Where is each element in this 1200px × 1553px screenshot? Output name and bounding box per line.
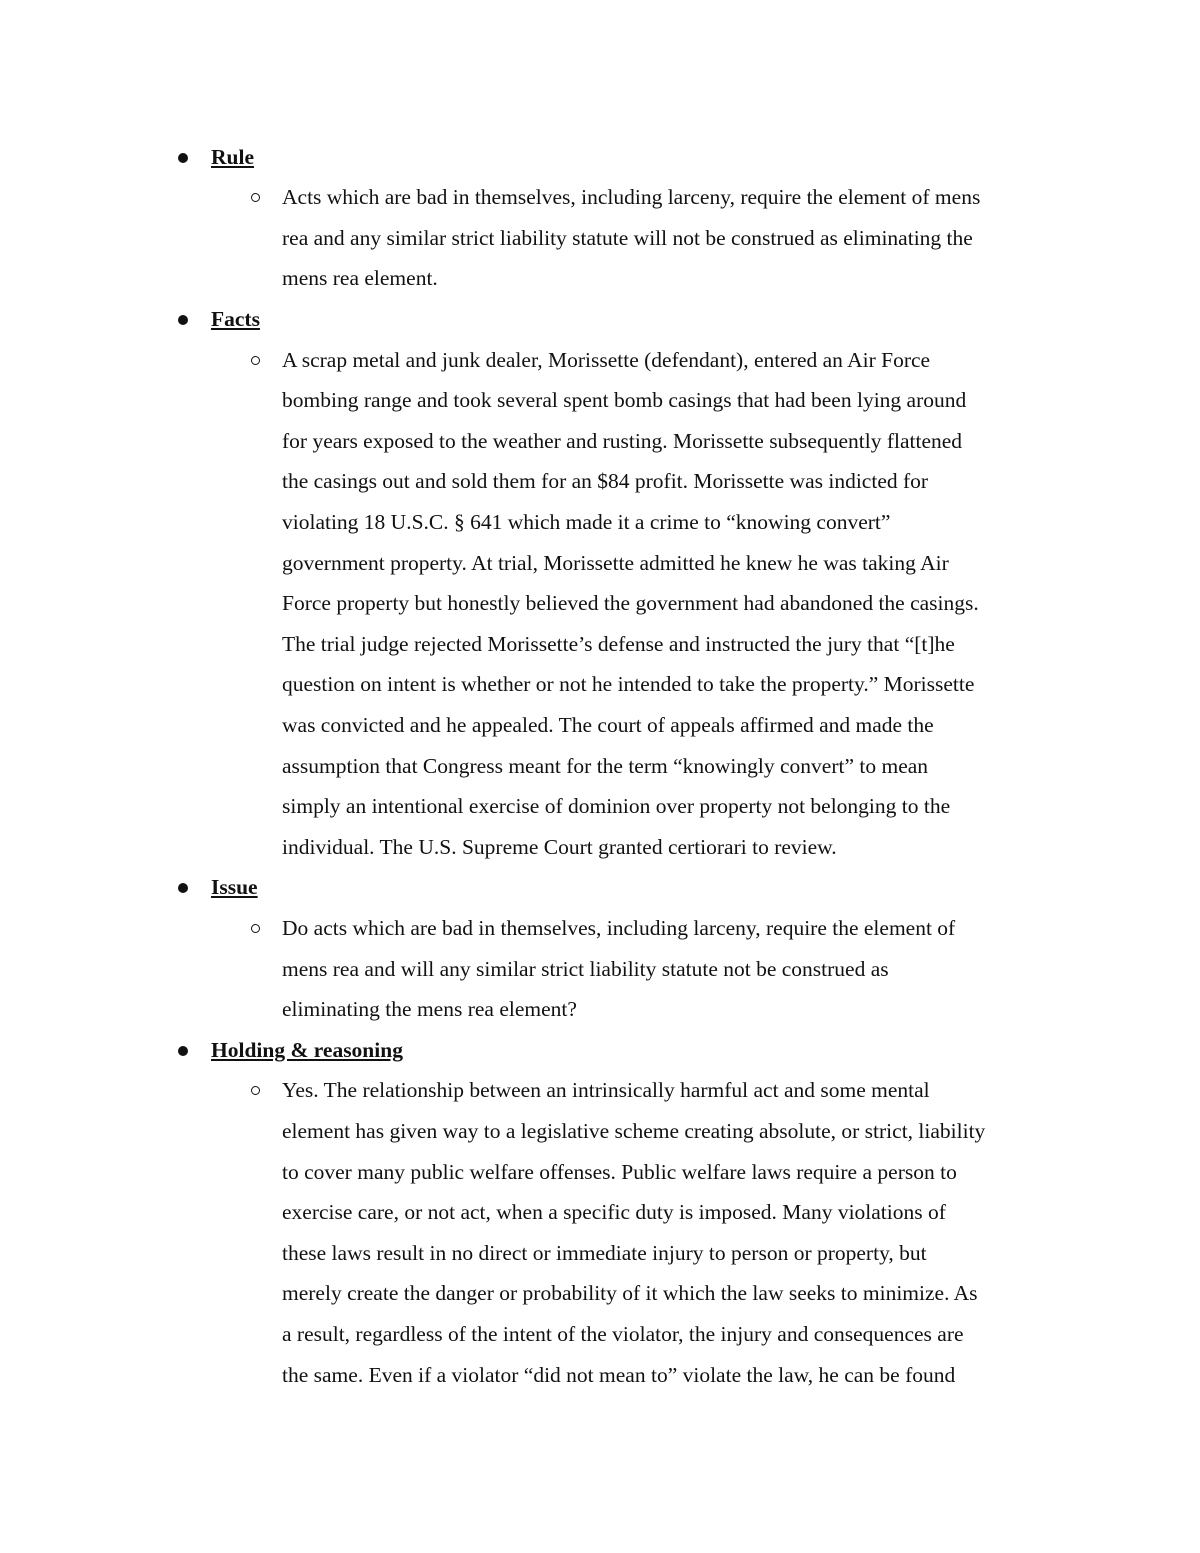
paragraph-line	[0, 989, 1200, 1030]
paragraph-line	[0, 1192, 1200, 1233]
heading-text: Facts	[211, 307, 260, 332]
line-text: eliminating the mens rea element?	[282, 997, 577, 1022]
line-text: question on intent is whether or not he intended to take the property.” Morissette	[282, 672, 975, 697]
paragraph-line	[0, 1152, 1200, 1193]
line-text: bombing range and took several spent bomb casings that had been lying around	[282, 388, 967, 413]
line-text: simply an intentional exercise of dominion over property not belonging to the	[282, 794, 951, 819]
paragraph-line	[0, 502, 1200, 543]
bullet-icon	[178, 1046, 188, 1056]
line-text: Acts which are bad in themselves, including larceny, require the element of mens	[282, 185, 981, 210]
bullet-icon	[178, 315, 188, 325]
line-text: a result, regardless of the intent of the violator, the injury and consequences are	[282, 1321, 964, 1346]
sub-bullet-icon	[251, 193, 260, 202]
line-text: Force property but honestly believed the government had abandoned the casings.	[282, 591, 979, 616]
paragraph-line	[0, 177, 1200, 218]
paragraph-line	[0, 746, 1200, 787]
paragraph-line	[0, 908, 1200, 949]
line-text: assumption that Congress meant for the term “knowingly convert” to mean	[282, 753, 929, 778]
line-text: to cover many public welfare offenses. Public welfare laws require a person to	[282, 1159, 957, 1184]
line-text: the same. Even if a violator “did not mean to” violate the law, he can be found	[282, 1362, 956, 1387]
line-text: for years exposed to the weather and rusting. Morissette subsequently flattened	[282, 428, 963, 453]
paragraph-line	[0, 705, 1200, 746]
paragraph-line	[0, 949, 1200, 990]
paragraph-line	[0, 461, 1200, 502]
section-heading	[0, 867, 1200, 908]
line-text: these laws result in no direct or immediate injury to person or property, but	[282, 1240, 927, 1265]
document-page	[0, 137, 1200, 1395]
line-text: A scrap metal and junk dealer, Morissette (defendant), entered an Air Force	[282, 347, 931, 372]
paragraph-line	[0, 543, 1200, 584]
line-text: exercise care, or not act, when a specific duty is imposed. Many violations of	[282, 1200, 946, 1225]
sub-bullet-icon	[251, 924, 260, 933]
sub-bullet-icon	[251, 1086, 260, 1095]
section-heading	[0, 1030, 1200, 1071]
line-text: rea and any similar strict liability statute will not be construed as eliminating the	[282, 225, 973, 250]
line-text: mens rea and will any similar strict liability statute not be construed as	[282, 956, 889, 981]
section-heading	[0, 299, 1200, 340]
paragraph-line	[0, 786, 1200, 827]
paragraph-line	[0, 258, 1200, 299]
heading-text: Holding & reasoning	[211, 1037, 403, 1062]
paragraph-line	[0, 218, 1200, 259]
line-text: individual. The U.S. Supreme Court granted certiorari to review.	[282, 834, 837, 859]
paragraph-line	[0, 1070, 1200, 1111]
paragraph-line	[0, 340, 1200, 381]
paragraph-line	[0, 1355, 1200, 1396]
line-text: merely create the danger or probability of it which the law seeks to minimize. As	[282, 1281, 978, 1306]
bullet-icon	[178, 153, 188, 163]
paragraph-line	[0, 827, 1200, 868]
section-heading	[0, 137, 1200, 178]
paragraph-line	[0, 380, 1200, 421]
line-text: Yes. The relationship between an intrinsically harmful act and some mental	[282, 1078, 930, 1103]
line-text: Do acts which are bad in themselves, including larceny, require the element of	[282, 915, 956, 940]
bullet-icon	[178, 883, 188, 893]
line-text: element has given way to a legislative scheme creating absolute, or strict, liability	[282, 1118, 986, 1143]
paragraph-line	[0, 1314, 1200, 1355]
line-text: was convicted and he appealed. The court of appeals affirmed and made the	[282, 713, 934, 737]
paragraph-line	[0, 624, 1200, 665]
heading-text: Rule	[211, 144, 254, 169]
paragraph-line	[0, 1111, 1200, 1152]
line-text: mens rea element.	[282, 266, 438, 291]
paragraph-line	[0, 583, 1200, 624]
paragraph-line	[0, 664, 1200, 705]
paragraph-line	[0, 1273, 1200, 1314]
line-text: the casings out and sold them for an $84 profit. Morissette was indicted for	[282, 469, 929, 494]
sub-bullet-icon	[251, 356, 260, 365]
line-text: government property. At trial, Morissette admitted he knew he was taking Air	[282, 550, 949, 575]
heading-text: Issue	[211, 875, 258, 900]
paragraph-line	[0, 1233, 1200, 1274]
line-text: violating 18 U.S.C. § 641 which made it a crime to “knowing convert”	[282, 510, 891, 535]
line-text: The trial judge rejected Morissette’s defense and instructed the jury that “[t]he	[282, 631, 955, 656]
paragraph-line	[0, 421, 1200, 462]
